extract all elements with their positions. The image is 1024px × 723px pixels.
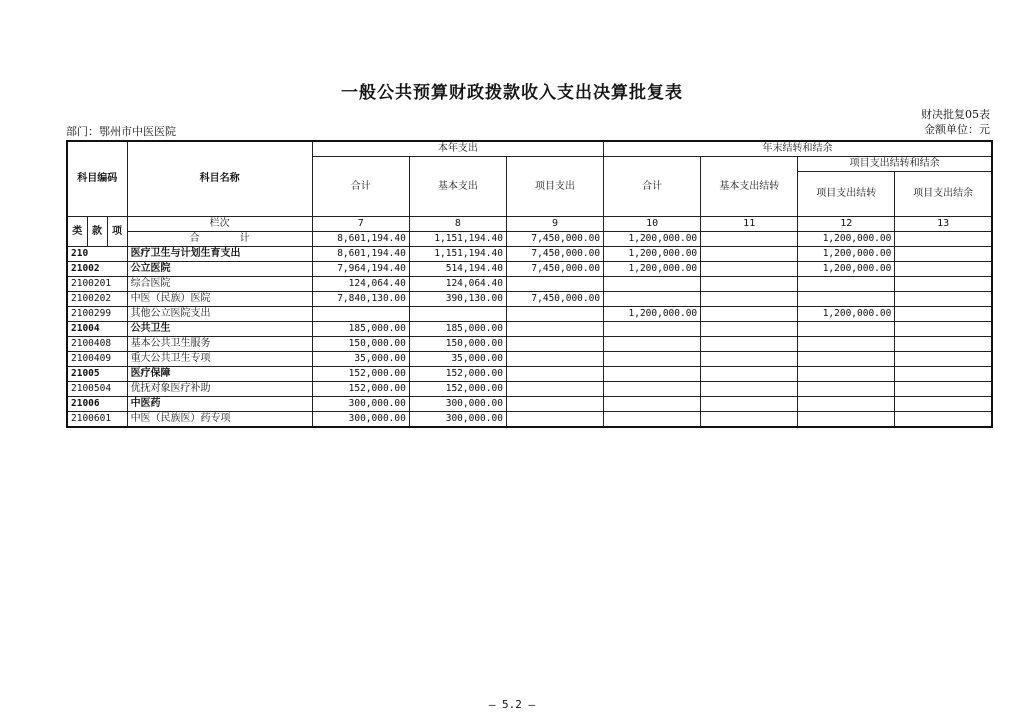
- cell-value: [798, 277, 895, 292]
- cell-value: [701, 352, 798, 367]
- xiang-header: 项: [107, 217, 127, 247]
- cell-value: [506, 382, 603, 397]
- table-row: [67, 322, 992, 337]
- cell-value: 1,200,000.00: [604, 232, 701, 247]
- table-row: [67, 352, 992, 367]
- table-row: [67, 397, 992, 412]
- col-number: 12: [798, 217, 895, 232]
- cell-value: 7,840,130.00: [312, 292, 409, 307]
- cell-value: 300,000.00: [409, 397, 506, 412]
- subject-name: 医疗保障: [127, 367, 312, 382]
- project-surplus-header: 项目支出结余: [895, 172, 992, 217]
- subject-code: 2100201: [67, 277, 127, 292]
- cell-value: [798, 292, 895, 307]
- subject-name: 综合医院: [127, 277, 312, 292]
- cell-value: 7,450,000.00: [506, 232, 603, 247]
- cell-value: [604, 322, 701, 337]
- cell-value: [701, 292, 798, 307]
- cell-value: 7,450,000.00: [506, 262, 603, 277]
- cell-value: [701, 412, 798, 428]
- cell-value: 1,200,000.00: [798, 307, 895, 322]
- cell-value: [895, 232, 992, 247]
- cell-value: [506, 367, 603, 382]
- table-row: [67, 337, 992, 352]
- cell-value: 152,000.00: [409, 382, 506, 397]
- cell-value: [604, 397, 701, 412]
- cell-value: [604, 337, 701, 352]
- cell-value: [604, 367, 701, 382]
- cell-value: [895, 262, 992, 277]
- cell-value: 300,000.00: [409, 412, 506, 428]
- subject-name: 中医（民族）医院: [127, 292, 312, 307]
- cell-value: 35,000.00: [312, 352, 409, 367]
- subject-code: 21002: [67, 262, 127, 277]
- col-number: 7: [312, 217, 409, 232]
- col-number: 10: [604, 217, 701, 232]
- total-row-label: 合 计: [127, 232, 312, 247]
- cell-value: [895, 412, 992, 428]
- cell-value: [798, 322, 895, 337]
- table-row: [67, 262, 992, 277]
- department-label: 部门：鄂州市中医医院: [66, 125, 176, 138]
- table-row: [67, 307, 992, 322]
- cell-value: [506, 352, 603, 367]
- cell-value: 8,601,194.40: [312, 247, 409, 262]
- cell-value: [895, 247, 992, 262]
- cell-value: 185,000.00: [312, 322, 409, 337]
- total-header: 合计: [312, 157, 409, 217]
- cell-value: [895, 277, 992, 292]
- table-row: [67, 412, 992, 428]
- cell-value: 1,200,000.00: [798, 262, 895, 277]
- subject-code: 2100202: [67, 292, 127, 307]
- cell-value: [798, 337, 895, 352]
- cell-value: [701, 337, 798, 352]
- subject-name: 公立医院: [127, 262, 312, 277]
- project-carryover-group-header: 项目支出结转和结余: [798, 157, 992, 172]
- subject-name: 基本公共卫生服务: [127, 337, 312, 352]
- cell-value: [506, 277, 603, 292]
- cell-value: 300,000.00: [312, 397, 409, 412]
- cell-value: 150,000.00: [312, 337, 409, 352]
- project-expense-header: 项目支出: [506, 157, 603, 217]
- table-row: [67, 382, 992, 397]
- subject-name-header: 科目名称: [127, 141, 312, 217]
- cell-value: [895, 397, 992, 412]
- cell-value: 7,450,000.00: [506, 292, 603, 307]
- cell-value: [604, 412, 701, 428]
- table-row: [67, 367, 992, 382]
- budget-table: [66, 140, 993, 428]
- page-number: — 5.2 —: [488, 698, 536, 711]
- cell-value: [506, 322, 603, 337]
- basic-expense-header: 基本支出: [409, 157, 506, 217]
- subject-code: 2100504: [67, 382, 127, 397]
- subject-code: 2100299: [67, 307, 127, 322]
- table-row: [67, 292, 992, 307]
- cell-value: 7,964,194.40: [312, 262, 409, 277]
- cell-value: [701, 397, 798, 412]
- cell-value: [604, 277, 701, 292]
- cell-value: [604, 382, 701, 397]
- cell-value: 152,000.00: [312, 367, 409, 382]
- page-title: 一般公共预算财政拨款收入支出决算批复表: [341, 83, 683, 103]
- project-carryover-header: 项目支出结转: [798, 172, 895, 217]
- cell-value: [506, 307, 603, 322]
- cell-value: [895, 337, 992, 352]
- balance-total-header: 合计: [604, 157, 701, 217]
- cell-value: [506, 412, 603, 428]
- cell-value: [895, 367, 992, 382]
- subject-name: 中医（民族医）药专项: [127, 412, 312, 428]
- lei-header: 类: [67, 217, 87, 247]
- cell-value: 152,000.00: [409, 367, 506, 382]
- cell-value: [895, 382, 992, 397]
- subject-name: 重大公共卫生专项: [127, 352, 312, 367]
- cell-value: 8,601,194.40: [312, 232, 409, 247]
- cell-value: 185,000.00: [409, 322, 506, 337]
- cell-value: [312, 307, 409, 322]
- cell-value: [798, 367, 895, 382]
- cell-value: 150,000.00: [409, 337, 506, 352]
- cell-value: 7,450,000.00: [506, 247, 603, 262]
- subject-code: 2100601: [67, 412, 127, 428]
- cell-value: [701, 367, 798, 382]
- cell-value: [701, 262, 798, 277]
- cell-value: [798, 382, 895, 397]
- cell-value: [895, 352, 992, 367]
- table-row: [67, 247, 992, 262]
- subject-code: 21006: [67, 397, 127, 412]
- cell-value: [798, 412, 895, 428]
- basic-carryover-header: 基本支出结转: [701, 157, 798, 217]
- subject-name: 公共卫生: [127, 322, 312, 337]
- cell-value: [506, 337, 603, 352]
- cell-value: [701, 322, 798, 337]
- cell-value: 124,064.40: [312, 277, 409, 292]
- cell-value: [604, 292, 701, 307]
- cell-value: 1,151,194.40: [409, 247, 506, 262]
- cell-value: [895, 322, 992, 337]
- col-number: 11: [701, 217, 798, 232]
- cell-value: 1,200,000.00: [798, 247, 895, 262]
- cell-value: 514,194.40: [409, 262, 506, 277]
- subject-code: 2100408: [67, 337, 127, 352]
- cell-value: 1,151,194.40: [409, 232, 506, 247]
- cell-value: 124,064.40: [409, 277, 506, 292]
- cell-value: [604, 352, 701, 367]
- cell-value: [798, 397, 895, 412]
- subject-code: 21004: [67, 322, 127, 337]
- cell-value: 1,200,000.00: [798, 232, 895, 247]
- row-label: 栏次: [127, 217, 312, 232]
- table-row: [67, 277, 992, 292]
- subject-name: 优抚对象医疗补助: [127, 382, 312, 397]
- cell-value: [895, 307, 992, 322]
- subject-name: 其他公立医院支出: [127, 307, 312, 322]
- subject-code: 2100409: [67, 352, 127, 367]
- cell-value: [506, 397, 603, 412]
- cell-value: 1,200,000.00: [604, 307, 701, 322]
- col-number: 9: [506, 217, 603, 232]
- col-number: 8: [409, 217, 506, 232]
- cell-value: 1,200,000.00: [604, 262, 701, 277]
- kuan-header: 款: [87, 217, 107, 247]
- subject-name: 医疗卫生与计划生育支出: [127, 247, 312, 262]
- total-row: [67, 232, 992, 247]
- cell-value: 152,000.00: [312, 382, 409, 397]
- subject-code: 210: [67, 247, 127, 262]
- amount-unit: 金额单位：元: [924, 123, 990, 136]
- cell-value: [701, 247, 798, 262]
- cell-value: [701, 277, 798, 292]
- cell-value: 1,200,000.00: [604, 247, 701, 262]
- cell-value: [701, 382, 798, 397]
- year-end-balance-header: 年末结转和结余: [604, 141, 992, 157]
- col-number: 13: [895, 217, 992, 232]
- subject-code: 21005: [67, 367, 127, 382]
- cell-value: [895, 292, 992, 307]
- cell-value: 300,000.00: [312, 412, 409, 428]
- cell-value: [798, 352, 895, 367]
- subject-name: 中医药: [127, 397, 312, 412]
- cell-value: [701, 232, 798, 247]
- cell-value: 35,000.00: [409, 352, 506, 367]
- current-year-expense-header: 本年支出: [312, 141, 603, 157]
- cell-value: [409, 307, 506, 322]
- subject-code-header: 科目编码: [67, 141, 127, 217]
- cell-value: 390,130.00: [409, 292, 506, 307]
- form-code: 财决批复05表: [921, 108, 990, 121]
- cell-value: [701, 307, 798, 322]
